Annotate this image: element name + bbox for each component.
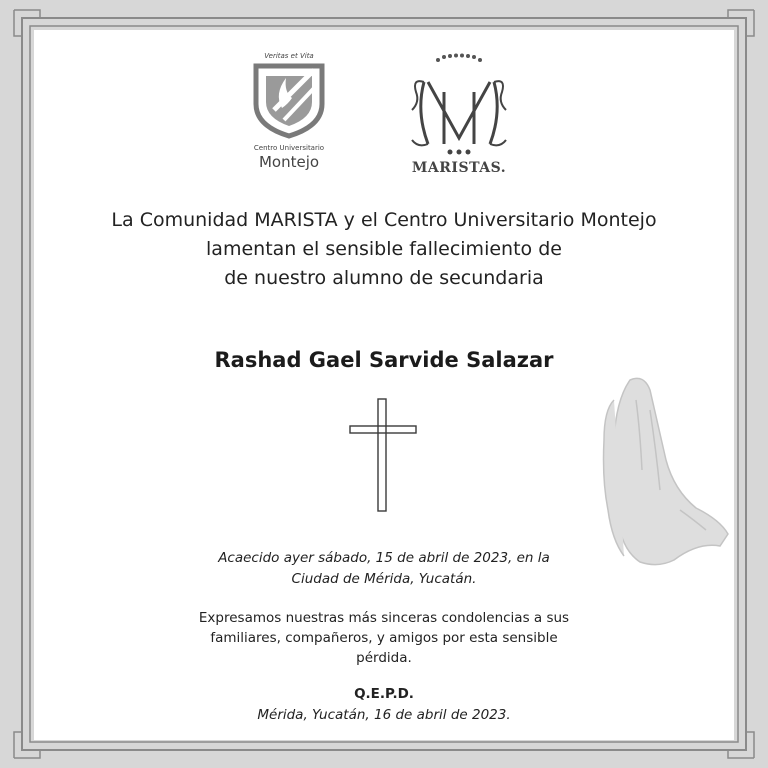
montejo-logo [244,52,334,182]
montejo-shield-icon [244,60,334,140]
maristas-logo [394,52,524,182]
notice-card [34,30,734,740]
intro-line-3: de nuestro alumno de secundaria [224,267,544,289]
event-line-1: Acaecido ayer sábado, 15 de abril de 2023, en la [218,550,550,566]
intro-text [34,206,734,293]
condolences-line-2: familiares, compañeros, y amigos por esta sensible [210,630,558,646]
montejo-label-small: Centro Universitario [253,144,325,152]
deceased-name: Rashad Gael Sarvide Salazar [214,348,554,372]
cross-icon [348,396,420,516]
event-line-2: Ciudad de Mérida, Yucatán. [291,571,477,587]
montejo-label: Montejo [258,153,320,171]
maristas-monogram-icon [394,52,524,162]
intro-line-1: La Comunidad MARISTA y el Centro Universitario Montejo [111,209,657,231]
condolences-line-1: Expresamos nuestras más sinceras condolencias a sus [198,610,570,626]
montejo-motto: Veritas et Vita [264,52,314,60]
rip-text: Q.E.P.D. [354,686,414,702]
intro-line-2: lamentan el sensible fallecimiento de [206,238,562,260]
maristas-label: MARISTAS. [411,160,507,176]
event-details [34,548,734,590]
logo-row [34,52,734,182]
condolences-line-3: pérdida. [356,650,412,666]
place-date: Mérida, Yucatán, 16 de abril de 2023. [257,707,511,723]
condolences-text [34,608,734,668]
